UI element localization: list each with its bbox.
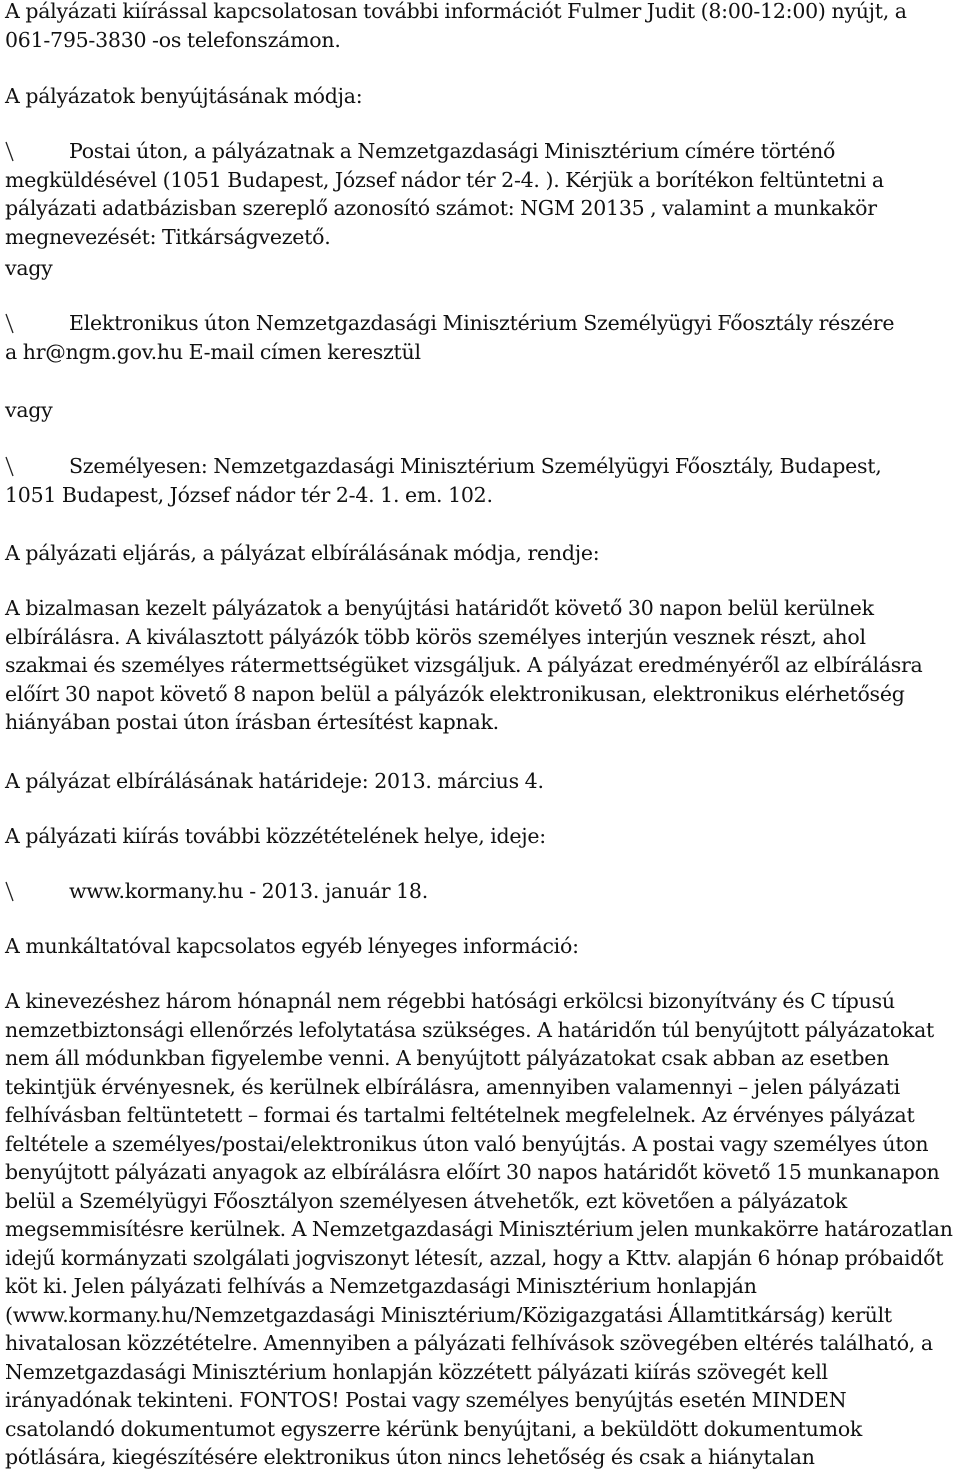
- submission-option-text: Személyesen: Nemzetgazdasági Minisztérium Személyügyi Főosztály, Budapest, 1051 Budapest, József nádor tér 2-4. 1. em. 102.: [5, 454, 882, 507]
- or-separator: vagy: [5, 256, 53, 280]
- contact-info-paragraph: A pályázati kiírással kapcsolatosan további információt Fulmer Judit (8:00-12:00) nyújt, a 061-795-3830 -os telefonszámon.: [5, 0, 907, 52]
- bullet-marker-icon: [5, 456, 15, 480]
- publication-item-text: www.kormany.hu - 2013. január 18.: [69, 879, 428, 903]
- or-separator: vagy: [5, 398, 53, 422]
- publication-heading: A pályázati kiírás további közzétételének helye, ideje:: [5, 824, 546, 848]
- submission-option-text: Elektronikus úton Nemzetgazdasági Minisztérium Személyügyi Főosztály részére a hr@ngm.gov.hu E-mail címen keresztül: [5, 311, 895, 364]
- submission-option-personal: [5, 452, 953, 509]
- other-info-heading: A munkáltatóval kapcsolatos egyéb lényeges információ:: [5, 934, 579, 958]
- submission-option-text: Postai úton, a pályázatnak a Nemzetgazdasági Minisztérium címére történő megküldésével (1051 Budapest, József nádor tér 2-4. ). Kérjük a borítékon feltüntetni a pályázati adatbázisban szereplő azonosító számot: NGM 20135 , valamint a munkakör megnevezését: Titkárságvezető.: [5, 139, 884, 249]
- other-info-paragraph: A kinevezéshez három hónapnál nem régebbi hatósági erkölcsi bizonyítvány és C típusú nemzetbiztonsági ellenőrzés lefolytatása szükséges. A határidőn túl benyújtott pályázatokat nem áll módunkban figyelembe venni. A benyújtott pályázatokat csak abban az esetben tekintjük érvényesnek, és kerülnek elbírálásra, amennyiben valamennyi – jelen pályázati felhívásban feltüntetett – formai és tartalmi feltételnek megfelelnek. Az érvényes pályázat feltétele a személyes/postai/elektronikus úton való benyújtás. A postai vagy személyes úton benyújtott pályázati anyagok az elbírálásra előírt 30 napos határidőt követő 15 munkanapon belül a Személyügyi Főosztályon személyesen átvehetők, ezt követően a pályázatok megsemmisítésre kerülnek. A Nemzetgazdasági Minisztérium jelen munkakörre határozatlan idejű kormányzati szolgálati jogviszonyt létesít, azzal, hogy a Kttv. alapján 6 hónap próbaidőt köt ki. Jelen pályázati felhívás a Nemzetgazdasági Minisztérium honlapján (www.kormany.hu/Nemzetgazdasági Minisztérium/Közigazgatási Államtitkárság) került hivatalosan közzétételre. Amennyiben a pályázati felhívások szövegében eltérés található, a Nemzetgazdasági Minisztérium honlapján közzétett pályázati kiírás szövegét kell irányadónak tekinteni. FONTOS! Postai vagy személyes benyújtás esetén MINDEN csatolandó dokumentumot egyszerre kérünk benyújtani, a beküldött dokumentumok pótlására, kiegészítésére elektronikus úton nincs lehetőség és csak a hiánytalan: [5, 989, 953, 1469]
- evaluation-deadline: A pályázat elbírálásának határideje: 2013. március 4.: [5, 769, 544, 793]
- bullet-marker-icon: [5, 881, 15, 905]
- procedure-paragraph: A bizalmasan kezelt pályázatok a benyújtási határidőt követő 30 napon belül kerülnek elbírálásra. A kiválasztott pályázók több körös személyes interjún vesznek részt, ahol szakmai és személyes rátermettségüket vizsgáljuk. A pályázat eredményéről az elbírálásra előírt 30 napot követő 8 napon belül a pályázók elektronikusan, elektronikus elérhetőség hiányában postai úton írásban értesítést kapnak.: [5, 596, 923, 734]
- submission-heading: A pályázatok benyújtásának módja:: [5, 84, 363, 108]
- submission-option-postal: [5, 137, 953, 251]
- bullet-marker-icon: [5, 313, 15, 337]
- bullet-marker-icon: [5, 141, 15, 165]
- submission-option-electronic: [5, 309, 953, 366]
- procedure-heading: A pályázati eljárás, a pályázat elbírálásának módja, rendje:: [5, 541, 600, 565]
- publication-item: [5, 877, 953, 906]
